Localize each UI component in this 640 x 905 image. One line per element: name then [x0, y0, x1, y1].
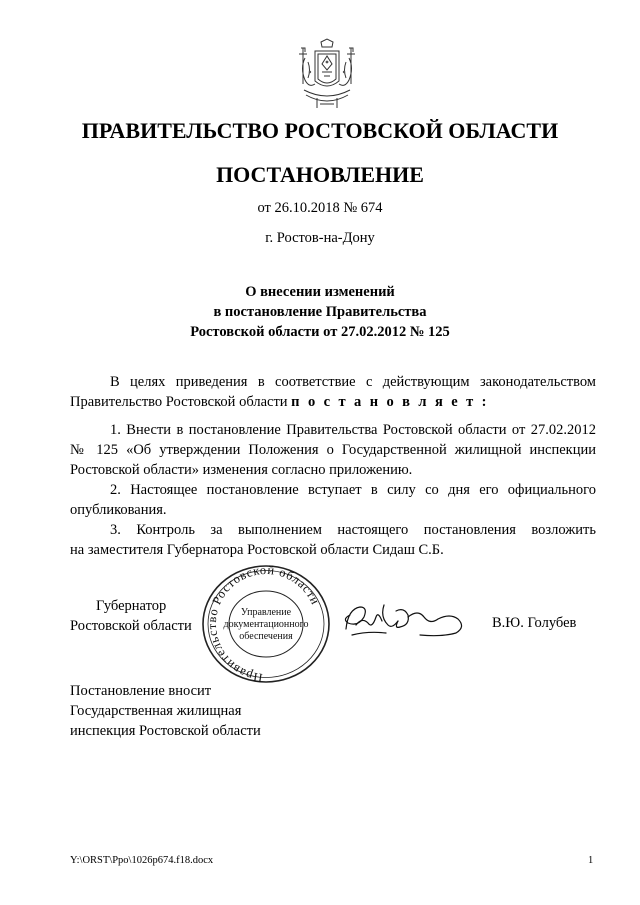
decree-items	[70, 420, 596, 560]
stamp-center-line-3: обеспечения	[239, 631, 293, 642]
preamble-line-2	[70, 392, 596, 412]
item-2-line-1: 2. Настоящее постановление вступает в силу со дня его официального	[110, 482, 596, 498]
stamp-center-line-2: документационного	[223, 619, 309, 630]
item-2-line-2: опубликования.	[70, 502, 167, 518]
official-stamp	[200, 563, 332, 685]
signatory-title	[70, 596, 210, 636]
item-1-line-3: Ростовской области» изменения согласно приложению.	[70, 462, 413, 478]
signatory-title-line-1: Губернатор	[96, 598, 167, 614]
date-number: от 26.10.2018 № 674	[257, 200, 383, 216]
handwritten-signature	[338, 595, 478, 645]
coat-of-arms-emblem	[296, 38, 358, 112]
document-subject	[0, 282, 640, 342]
city: г. Ростов-на-Дону	[265, 230, 375, 246]
stamp-ring-text: Правительство Ростовской области	[204, 563, 323, 685]
decree-word: п о с т а н о в л я е т :	[291, 394, 489, 410]
signatory-name: В.Ю. Голубев	[492, 615, 577, 631]
item-1-line-2: № 125 «Об утверждении Положения о Государственной жилищной инспекции	[70, 442, 596, 458]
item-3-line-1: 3. Контроль за выполнением настоящего постановления возложить	[110, 522, 596, 538]
item-1-line-1: 1. Внести в постановление Правительства Ростовской области от 27.02.2012	[110, 422, 596, 438]
preamble-line-1: В целях приведения в соответствие с действующим законодательством	[110, 374, 596, 390]
preamble-line-2-text: Правительство Ростовской области	[70, 394, 288, 410]
submitter-line-2: Государственная жилищная	[70, 703, 242, 719]
footer-file-path: Y:\ORST\Ppo\1026p674.f18.docx	[70, 855, 214, 866]
signatory-title-line-2: Ростовской области	[70, 618, 192, 634]
footer-page-number: 1	[588, 855, 594, 866]
subject-line-1: О внесении изменений	[245, 284, 395, 300]
submitter-line-1: Постановление вносит	[70, 683, 212, 699]
subject-line-3: Ростовской области от 27.02.2012 № 125	[190, 324, 450, 340]
preamble	[70, 372, 596, 412]
submitter-line-3: инспекция Ростовской области	[70, 723, 261, 739]
stamp-center-line-1: Управление	[240, 607, 292, 618]
item-3-line-2: на заместителя Губернатора Ростовской области Сидаш С.Б.	[70, 542, 444, 558]
document-type-title: ПОСТАНОВЛЕНИЕ	[216, 162, 424, 187]
subject-line-2: в постановление Правительства	[213, 304, 427, 320]
submitter-note	[70, 681, 261, 741]
organization-title: ПРАВИТЕЛЬСТВО РОСТОВСКОЙ ОБЛАСТИ	[81, 118, 559, 143]
